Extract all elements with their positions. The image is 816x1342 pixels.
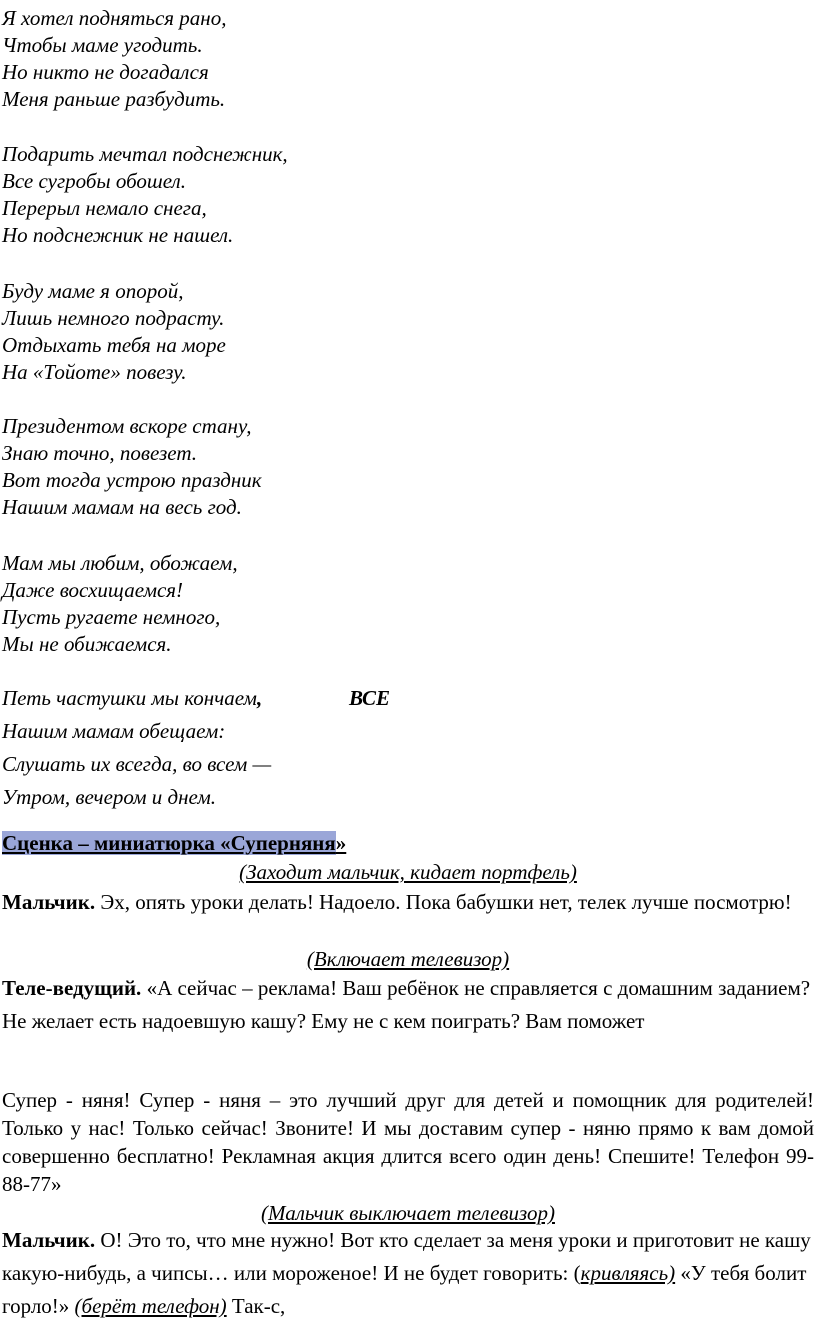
- poem-line: Отдыхать тебя на море: [2, 333, 226, 357]
- poem-line: Мам мы любим, обожаем,: [2, 551, 238, 575]
- stage-direction: (Мальчик выключает телевизор): [261, 1201, 555, 1225]
- poem-line: Нашим мамам на весь год.: [2, 495, 242, 519]
- dialogue-text: «А сейчас – реклама! Ваш ребёнок не справляется с домашним заданием? Не желает есть надоевшую кашу? Ему не с кем поиграть? Вам поможет: [2, 976, 811, 1033]
- poem-line: Я хотел подняться рано,: [2, 6, 227, 30]
- poem-line: Но никто не догадался: [2, 60, 209, 84]
- poem-line: Пусть ругаете немного,: [2, 605, 221, 629]
- poem-line: Даже восхищаемся!: [2, 578, 184, 602]
- dialogue-paragraph: [2, 972, 814, 1038]
- poem-line: Утром, вечером и днем.: [2, 785, 216, 809]
- speaker-name: Теле-ведущий.: [2, 976, 142, 1000]
- poem-line-comma: ,: [256, 686, 263, 710]
- scene-heading-highlighted: Сценка – миниатюрка «Суперняня: [2, 831, 336, 855]
- scene-heading-rest: »: [335, 831, 347, 855]
- dialogue-text: Эх, опять уроки делать! Надоело. Пока бабушки нет, телек лучше посмотрю!: [95, 890, 792, 914]
- scene-heading: [2, 833, 346, 854]
- poem-line-text: Петь частушки мы кончаем: [2, 686, 257, 710]
- dialogue-paragraph: [2, 889, 814, 916]
- stage-aside: кривляясь): [580, 1261, 676, 1285]
- stage-direction: (Заходит мальчик, кидает портфель): [239, 860, 577, 884]
- dialogue-paragraph: [2, 1224, 814, 1323]
- poem-line: Чтобы маме угодить.: [2, 33, 203, 57]
- poem-line: Буду маме я опорой,: [2, 279, 184, 303]
- poem-line: Знаю точно, повезет.: [2, 441, 197, 465]
- speaker-all-label: ВСЕ: [349, 686, 391, 710]
- dialogue-text: Так-с,: [226, 1294, 286, 1318]
- poem-line: Меня раньше разбудить.: [2, 87, 226, 111]
- poem-line: Перерыл немало снега,: [2, 196, 207, 220]
- speaker-name: Мальчик.: [2, 890, 96, 914]
- poem-line: На «Тойоте» повезу.: [2, 360, 187, 384]
- advert-paragraph: Супер - няня! Супер - няня – это лучший друг для детей и помощник для родителей! Только у нас! Только сейчас! Звоните! И мы доставим супер - няню прямо к вам домой совершенно бесплатно! Рекламная акция длится всего один день! Спешите! Телефон 99-88-77»: [2, 1088, 814, 1196]
- poem-line: Нашим мамам обещаем:: [2, 719, 226, 743]
- poem-line: Лишь немного подрасту.: [2, 306, 225, 330]
- poem-line: [2, 688, 262, 709]
- stage-direction: (Включает телевизор): [306, 947, 510, 971]
- poem-line: Президентом вскоре стану,: [2, 414, 252, 438]
- poem-line: Все сугробы обошел.: [2, 169, 186, 193]
- speaker-name: Мальчик.: [2, 1228, 96, 1252]
- dialogue-text: О! Это то, что мне нужно! Вот кто сделает за меня уроки и приготовит не кашу какую-нибудь, а чипсы… или мороженое! И не будет говорить: (: [2, 1228, 811, 1285]
- poem-line: Вот тогда устрою праздник: [2, 468, 262, 492]
- dialogue-quote: «У тебя болит горло!»: [2, 1261, 807, 1318]
- poem-line: Слушать их всегда, во всем —: [2, 752, 272, 776]
- stage-aside: (берёт телефон): [74, 1294, 227, 1318]
- poem-line: Но подснежник не нашел.: [2, 223, 234, 247]
- poem-line: Подарить мечтал подснежник,: [2, 142, 288, 166]
- poem-line: Мы не обижаемся.: [2, 632, 172, 656]
